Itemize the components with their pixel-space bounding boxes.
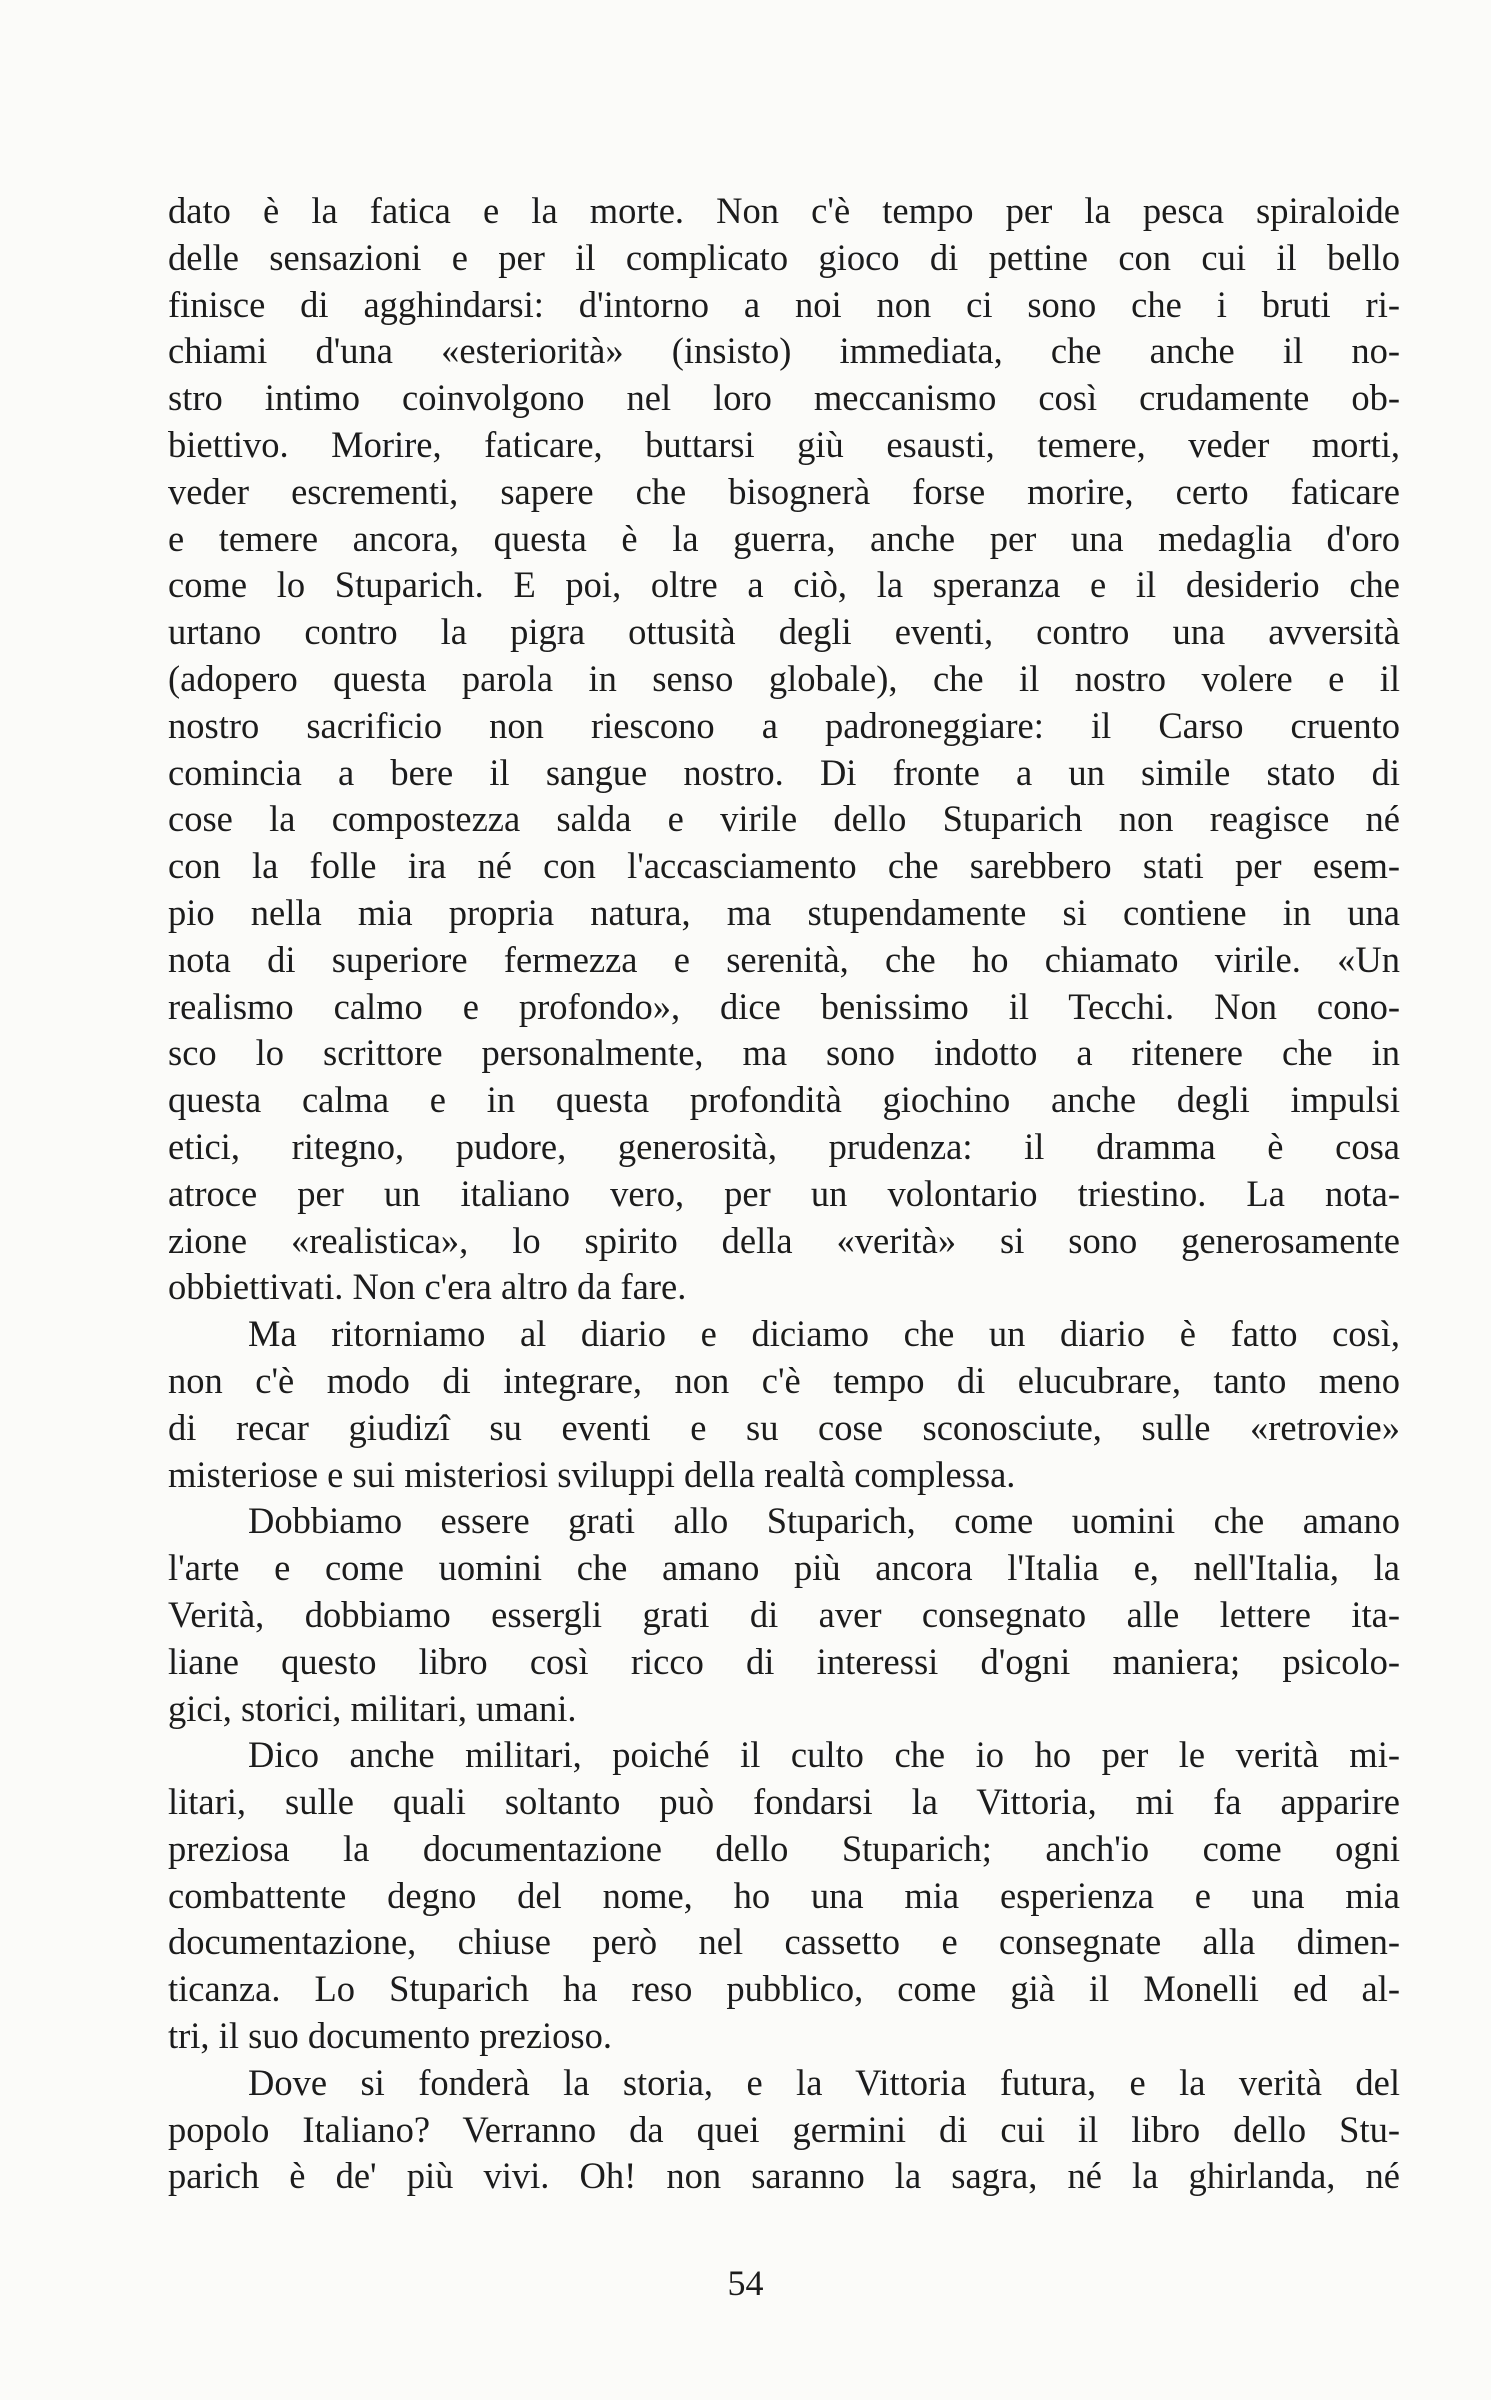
text-line: l'arte e come uomini che amano più ancora l'Italia e, nell'Italia, la	[168, 1547, 1400, 1589]
text-line: Verità, dobbiamo essergli grati di aver consegnato alle lettere ita-	[168, 1593, 1400, 1635]
text-line: non c'è modo di integrare, non c'è tempo di elucubrare, tanto meno	[168, 1359, 1400, 1401]
text-line: nostro sacrificio non riescono a padroneggiare: il Carso cruento	[168, 704, 1400, 746]
text-line: ticanza. Lo Stuparich ha reso pubblico, come già il Monelli ed al-	[168, 1968, 1400, 2010]
text-line: con la folle ira né con l'accasciamento che sarebbero stati per esem-	[168, 845, 1400, 887]
page-number: 54	[727, 2263, 764, 2303]
text-line: tri, il suo documento prezioso.	[168, 2015, 613, 2057]
text-line: biettivo. Morire, faticare, buttarsi giù esausti, temere, veder morti,	[168, 423, 1400, 465]
text-line: finisce di agghindarsi: d'intorno a noi non ci sono che i bruti ri-	[168, 283, 1400, 325]
text-line: chiami d'una «esteriorità» (insisto) immediata, che anche il no-	[168, 330, 1400, 372]
text-line: e temere ancora, questa è la guerra, anche per una medaglia d'oro	[168, 517, 1400, 559]
text-line: litari, sulle quali soltanto può fondarsi la Vittoria, mi fa apparire	[168, 1781, 1400, 1823]
text-line: preziosa la documentazione dello Stuparich; anch'io come ogni	[168, 1827, 1400, 1869]
text-line: documentazione, chiuse però nel cassetto e consegnate alla dimen-	[168, 1921, 1400, 1963]
text-line: questa calma e in questa profondità giochino anche degli impulsi	[168, 1079, 1400, 1121]
text-line: pio nella mia propria natura, ma stupendamente si contiene in una	[168, 891, 1400, 933]
text-line: stro intimo coinvolgono nel loro meccanismo così crudamente ob-	[168, 377, 1400, 419]
text-line: zione «realistica», lo spirito della «verità» si sono generosamente	[168, 1219, 1400, 1261]
text-line: Dico anche militari, poiché il culto che io ho per le verità mi-	[248, 1734, 1400, 1776]
text-line: (adopero questa parola in senso globale), che il nostro volere e il	[168, 657, 1400, 699]
text-line: realismo calmo e profondo», dice benissimo il Tecchi. Non cono-	[168, 985, 1400, 1027]
text-line: dato è la fatica e la morte. Non c'è tempo per la pesca spiraloide	[168, 190, 1400, 231]
text-line: comincia a bere il sangue nostro. Di fronte a un simile stato di	[168, 751, 1400, 793]
text-line: nota di superiore fermezza e serenità, che ho chiamato virile. «Un	[168, 938, 1400, 980]
text-line: combattente degno del nome, ho una mia esperienza e una mia	[168, 1874, 1400, 1916]
text-line: cose la compostezza salda e virile dello Stuparich non reagisce né	[168, 798, 1400, 840]
text-line: popolo Italiano? Verranno da quei germini di cui il libro dello Stu-	[168, 2108, 1400, 2150]
text-line: atroce per un italiano vero, per un volontario triestino. La nota-	[168, 1172, 1400, 1214]
text-line: Dobbiamo essere grati allo Stuparich, come uomini che amano	[248, 1500, 1400, 1542]
text-line: veder escrementi, sapere che bisognerà forse morire, certo faticare	[168, 470, 1400, 512]
text-line: parich è de' più vivi. Oh! non saranno la sagra, né la ghirlanda, né	[168, 2155, 1400, 2197]
text-line: di recar giudizî su eventi e su cose sconosciute, sulle «retrovie»	[168, 1406, 1400, 1448]
text-line: delle sensazioni e per il complicato gioco di pettine con cui il bello	[168, 236, 1400, 278]
text-line: Ma ritorniamo al diario e diciamo che un diario è fatto così,	[248, 1313, 1400, 1355]
text-line: Dove si fonderà la storia, e la Vittoria futura, e la verità del	[248, 2061, 1400, 2103]
text-line: liane questo libro così ricco di interessi d'ogni maniera; psicolo-	[168, 1640, 1400, 1682]
text-line: etici, ritegno, pudore, generosità, prudenza: il dramma è cosa	[168, 1125, 1400, 1167]
text-line: obbiettivati. Non c'era altro da fare.	[168, 1266, 687, 1308]
text-line: come lo Stuparich. E poi, oltre a ciò, la speranza e il desiderio che	[168, 564, 1400, 606]
text-line: gici, storici, militari, umani.	[168, 1687, 577, 1729]
text-line: urtano contro la pigra ottusità degli eventi, contro una avversità	[168, 611, 1400, 653]
text-line: sco lo scrittore personalmente, ma sono indotto a ritenere che in	[168, 1032, 1400, 1074]
body-text	[168, 188, 1400, 2200]
text-line: misteriose e sui misteriosi sviluppi della realtà complessa.	[168, 1453, 1016, 1495]
